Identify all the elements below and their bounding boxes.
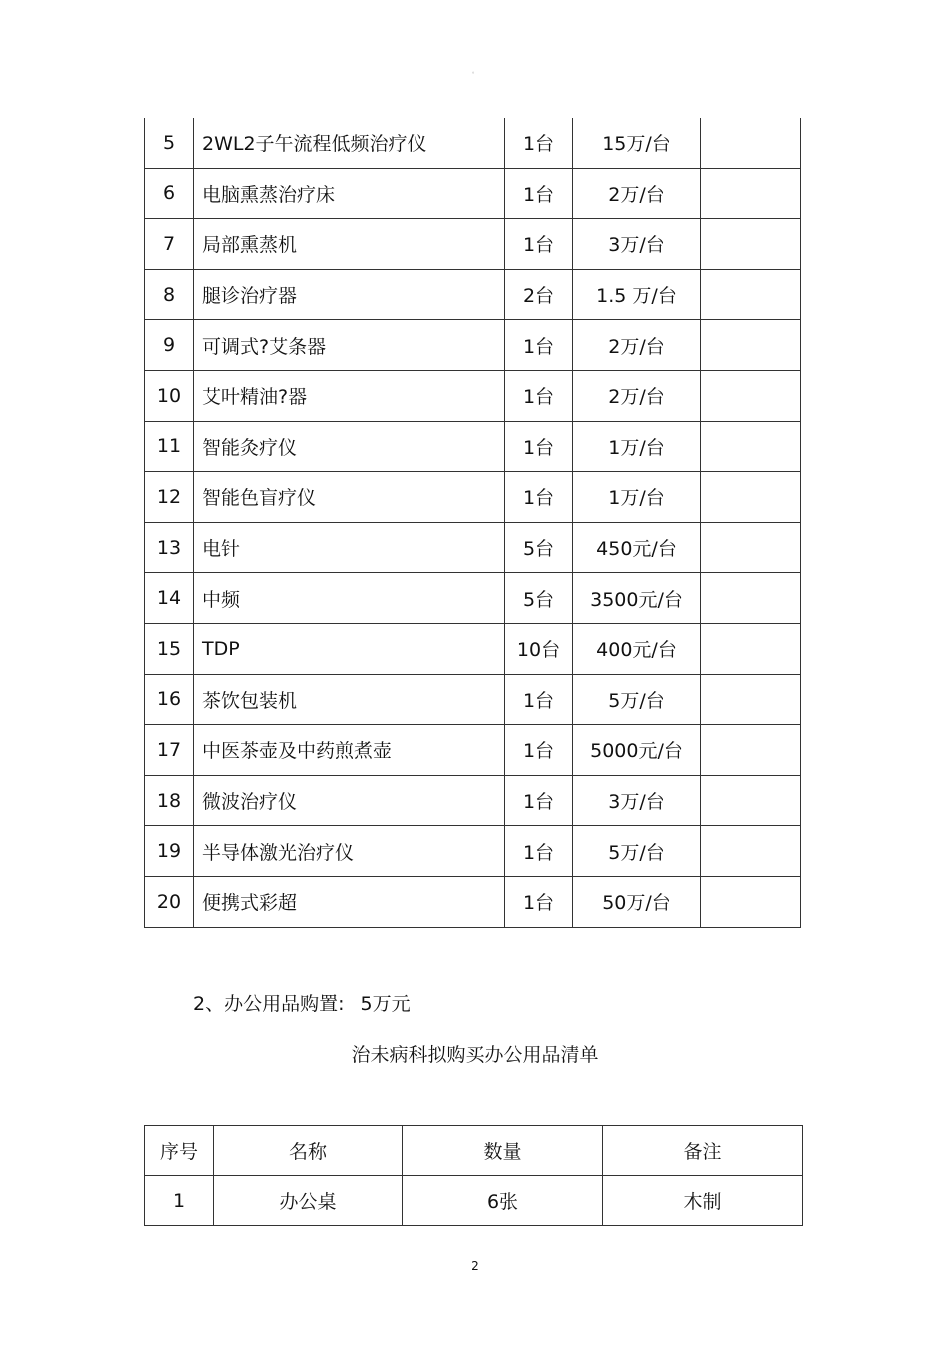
cell-price: 2万/台 [573, 370, 701, 421]
office-table-header-row [145, 1126, 803, 1176]
cell-no: 1 [145, 1176, 214, 1226]
cell-note [701, 118, 801, 168]
cell-price: 2万/台 [573, 168, 701, 219]
equipment-table [144, 118, 801, 928]
cell-price: 50万/台 [573, 876, 701, 927]
cell-qty: 1台 [505, 826, 573, 877]
cell-name: TDP [194, 623, 505, 674]
cell-no: 8 [145, 269, 194, 320]
cell-qty: 10台 [505, 623, 573, 674]
cell-name: 艾叶精油?器 [194, 370, 505, 421]
cell-price: 3万/台 [573, 775, 701, 826]
table-row [145, 775, 801, 826]
header-cell-name: 名称 [214, 1126, 403, 1176]
cell-no: 18 [145, 775, 194, 826]
cell-qty: 5台 [505, 522, 573, 573]
cell-name: 智能色盲疗仪 [194, 472, 505, 523]
cell-note [701, 472, 801, 523]
table-row [145, 472, 801, 523]
cell-name: 可调式?艾条器 [194, 320, 505, 371]
cell-no: 19 [145, 826, 194, 877]
cell-no: 11 [145, 421, 194, 472]
cell-note [701, 168, 801, 219]
cell-no: 6 [145, 168, 194, 219]
section-heading [193, 989, 411, 1016]
cell-no: 10 [145, 370, 194, 421]
cell-note [701, 876, 801, 927]
cell-price: 3万/台 [573, 219, 701, 270]
table-row [145, 168, 801, 219]
cell-qty: 1台 [505, 725, 573, 776]
cell-name: 智能灸疗仪 [194, 421, 505, 472]
cell-no: 15 [145, 623, 194, 674]
cell-qty: 1台 [505, 168, 573, 219]
cell-note: 木制 [603, 1176, 803, 1226]
cell-qty: 1台 [505, 876, 573, 927]
cell-price: 3500元/台 [573, 573, 701, 624]
cell-name: 中频 [194, 573, 505, 624]
cell-name: 电针 [194, 522, 505, 573]
table-row [145, 118, 801, 168]
cell-price: 2万/台 [573, 320, 701, 371]
table-row [145, 725, 801, 776]
table-row [145, 876, 801, 927]
cell-no: 20 [145, 876, 194, 927]
cell-price: 450元/台 [573, 522, 701, 573]
cell-name: 便携式彩超 [194, 876, 505, 927]
table-row [145, 421, 801, 472]
cell-note [701, 269, 801, 320]
cell-price: 15万/台 [573, 118, 701, 168]
cell-name: 半导体激光治疗仪 [194, 826, 505, 877]
cell-name: 中医茶壶及中药煎煮壶 [194, 725, 505, 776]
cell-qty: 1台 [505, 118, 573, 168]
cell-note [701, 775, 801, 826]
cell-qty: 1台 [505, 421, 573, 472]
cell-qty: 1台 [505, 472, 573, 523]
cell-no: 7 [145, 219, 194, 270]
cell-note [701, 219, 801, 270]
cell-price: 1万/台 [573, 472, 701, 523]
page-number: 2 [471, 1259, 479, 1273]
cell-price: 400元/台 [573, 623, 701, 674]
cell-qty: 6张 [403, 1176, 603, 1226]
header-cell-note: 备注 [603, 1126, 803, 1176]
cell-qty: 1台 [505, 674, 573, 725]
cell-no: 13 [145, 522, 194, 573]
header-cell-qty: 数量 [403, 1126, 603, 1176]
section-heading-amount: 5万元 [360, 993, 411, 1015]
cell-name: 茶饮包装机 [194, 674, 505, 725]
section-heading-label: 2、办公用品购置: [193, 993, 345, 1015]
cell-name: 微波治疗仪 [194, 775, 505, 826]
cell-price: 5万/台 [573, 674, 701, 725]
table-row [145, 522, 801, 573]
cell-price: 1万/台 [573, 421, 701, 472]
cell-price: 5万/台 [573, 826, 701, 877]
cell-note [701, 826, 801, 877]
cell-name: 电脑熏蒸治疗床 [194, 168, 505, 219]
cell-qty: 1台 [505, 320, 573, 371]
cell-name: 局部熏蒸机 [194, 219, 505, 270]
cell-no: 14 [145, 573, 194, 624]
cell-price: 1.5 万/台 [573, 269, 701, 320]
table-row [145, 370, 801, 421]
cell-note [701, 623, 801, 674]
table-row [145, 623, 801, 674]
header-cell-no: 序号 [145, 1126, 214, 1176]
cell-qty: 1台 [505, 370, 573, 421]
cell-note [701, 370, 801, 421]
cell-qty: 5台 [505, 573, 573, 624]
office-supplies-table [144, 1125, 803, 1226]
cell-no: 17 [145, 725, 194, 776]
cell-note [701, 421, 801, 472]
cell-no: 5 [145, 118, 194, 168]
table-row [145, 674, 801, 725]
table-row [145, 573, 801, 624]
cell-note [701, 725, 801, 776]
cell-no: 12 [145, 472, 194, 523]
cell-qty: 1台 [505, 775, 573, 826]
cell-no: 9 [145, 320, 194, 371]
cell-note [701, 320, 801, 371]
table-row [145, 269, 801, 320]
cell-name: 腿诊治疗器 [194, 269, 505, 320]
cell-name: 办公桌 [214, 1176, 403, 1226]
table-row [145, 219, 801, 270]
cell-note [701, 674, 801, 725]
cell-note [701, 573, 801, 624]
office-list-title: 治未病科拟购买办公用品清单 [351, 1044, 599, 1066]
cell-name: 2WL2子午流程低频治疗仪 [194, 118, 505, 168]
table-row [145, 826, 801, 877]
cell-note [701, 522, 801, 573]
cell-price: 5000元/台 [573, 725, 701, 776]
office-table-row [145, 1176, 803, 1226]
equipment-table-body [145, 118, 801, 927]
table-row [145, 320, 801, 371]
cell-no: 16 [145, 674, 194, 725]
cell-qty: 1台 [505, 219, 573, 270]
cell-qty: 2台 [505, 269, 573, 320]
header-mark: 。 [471, 68, 478, 75]
